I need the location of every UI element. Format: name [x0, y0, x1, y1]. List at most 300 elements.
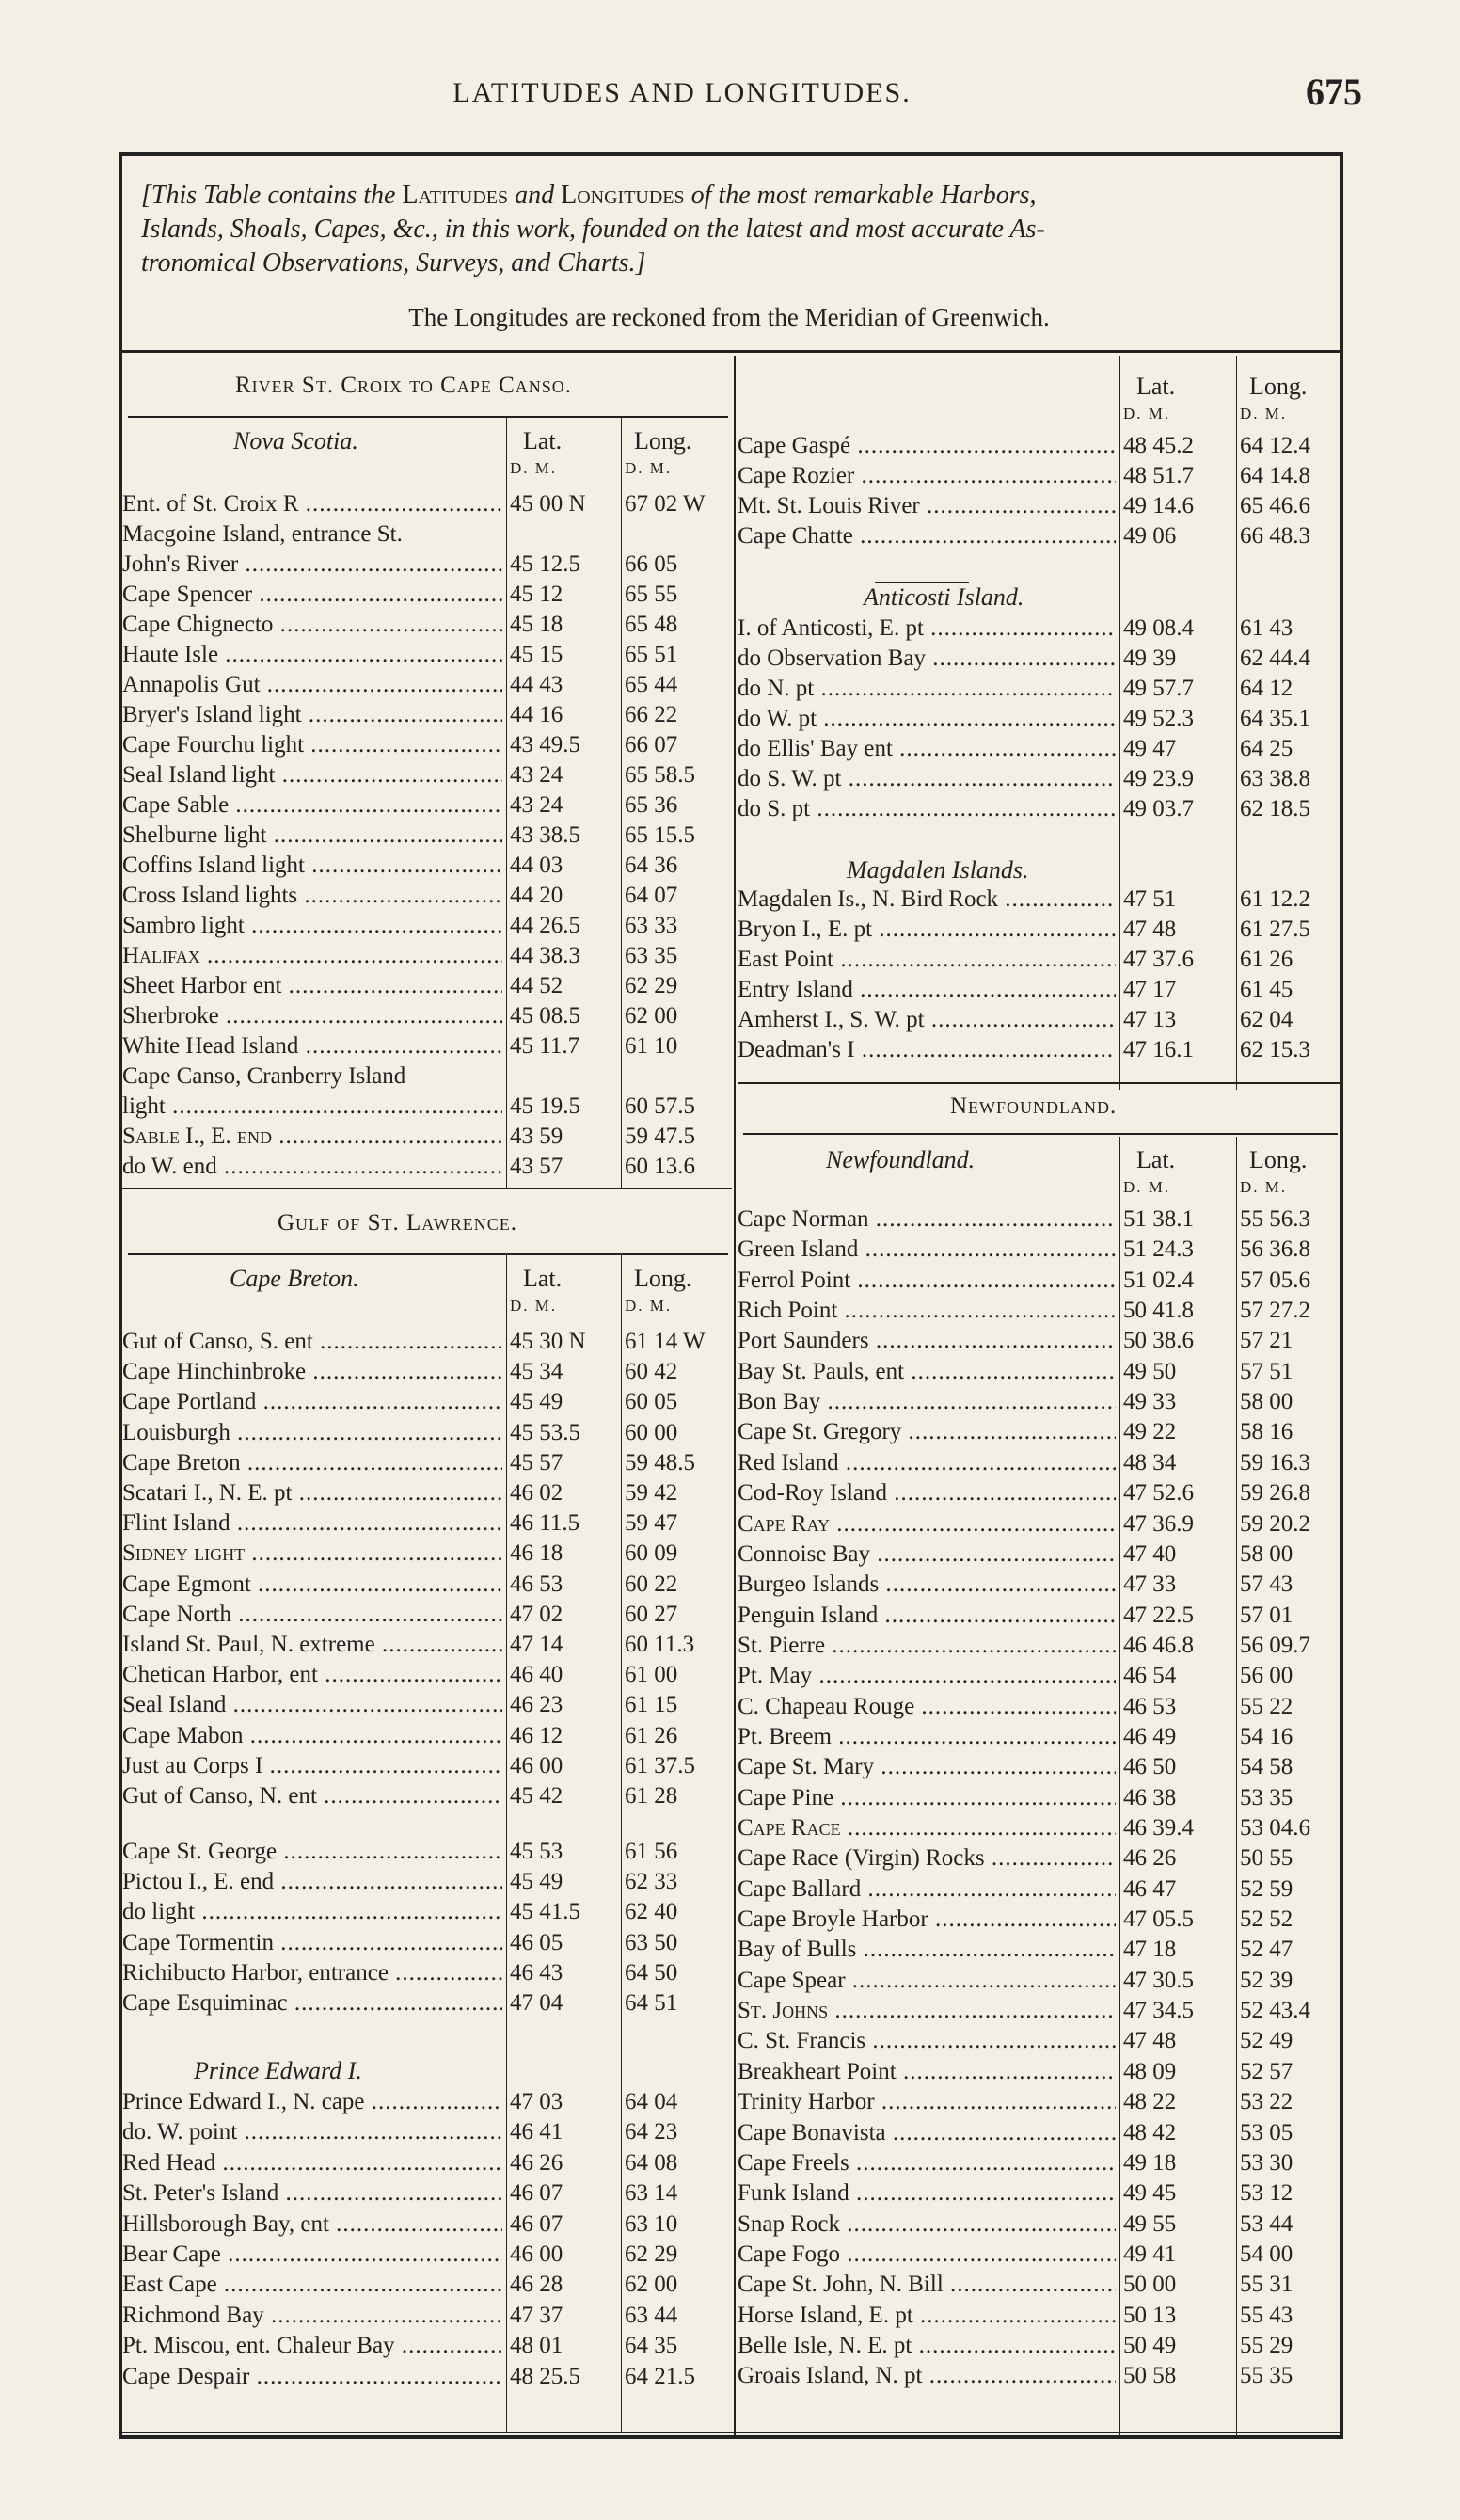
latitude-value: 46 11.5	[510, 1510, 580, 1537]
subtable-prince-edward-title: Prince Edward I.	[194, 2057, 362, 2084]
longitude-value: 65 55	[625, 582, 678, 607]
longitude-value: 59 16.3	[1240, 1449, 1310, 1475]
longitude-value: 62 04	[1240, 1007, 1293, 1032]
longitude-value: 57 21	[1240, 1328, 1293, 1354]
latitude-value: 50 38.6	[1123, 1328, 1194, 1354]
table-row	[122, 1721, 734, 1751]
latitude-value: 47 14	[510, 1632, 563, 1657]
latitude-value: 49 23.9	[1123, 766, 1194, 791]
section-rule	[743, 1133, 1338, 1135]
table-row	[738, 1478, 1349, 1508]
longitude-value: 63 33	[625, 913, 678, 938]
place-name: Pt. Miscou, ent. Chaleur Bay .....	[122, 2331, 502, 2361]
subtable-newfoundland-title: Newfoundland.	[826, 1146, 976, 1173]
longitude-value: 59 26.8	[1240, 1480, 1310, 1507]
longitude-value: 62 00	[625, 1003, 678, 1029]
latitude-value: 45 34	[510, 1359, 563, 1385]
table-row	[122, 2087, 734, 2117]
place-name: John's River .....	[122, 550, 502, 580]
longitude-value: 53 05	[1240, 2119, 1293, 2145]
latitude-value: 47 13	[1123, 1007, 1177, 1032]
newfoundland-lat-unit: D. M.	[1123, 1178, 1171, 1196]
longitude-value: 59 20.2	[1240, 1510, 1310, 1537]
longitude-value: 62 29	[625, 973, 678, 998]
place-name: C. St. Francis .....	[738, 2026, 1116, 2056]
place-name: Cape Ray .....	[738, 1509, 1116, 1539]
table-row	[122, 2331, 734, 2361]
longitude-value: 53 04.6	[1240, 1815, 1310, 1841]
place-name: light .....	[122, 1092, 502, 1122]
latitude-value: 47 03	[510, 2089, 563, 2114]
table-row	[738, 2026, 1349, 2056]
table-row	[122, 851, 734, 881]
place-name: Green Island .....	[738, 1235, 1116, 1265]
latitude-value: 45 30 N	[510, 1329, 586, 1354]
latitude-value: 46 53	[510, 1571, 563, 1597]
longitude-value: 65 44	[625, 672, 678, 697]
longitude-value: 60 42	[625, 1359, 678, 1385]
longitude-value: 62 00	[625, 2272, 678, 2298]
table-row	[122, 2362, 734, 2392]
latitude-value: 48 45.2	[1123, 433, 1194, 458]
longitude-value: 60 13.6	[625, 1154, 695, 1179]
longitude-value: 59 48.5	[625, 1449, 695, 1475]
longitude-value: 61 45	[1240, 977, 1293, 1002]
longitude-value: 55 43	[1240, 2302, 1293, 2328]
latitude-value: 44 20	[510, 883, 563, 908]
longitude-value: 63 14	[625, 2180, 678, 2207]
latitude-value: 45 12.5	[510, 551, 580, 577]
table-row	[122, 821, 734, 851]
table-row	[738, 945, 1349, 975]
place-name: St. Johns .....	[738, 1996, 1116, 2026]
longitude-value: 64 36	[625, 853, 678, 878]
table-row	[738, 1752, 1349, 1782]
intro-part-1: This Table contains the	[151, 181, 396, 210]
table-row	[122, 1061, 734, 1092]
longitude-value: 61 27.5	[1240, 917, 1310, 942]
longitude-value: 65 46.6	[1240, 493, 1310, 518]
table-row	[122, 1988, 734, 2018]
place-name: Mt. St. Louis River .....	[738, 491, 1116, 521]
table-row	[122, 1928, 734, 1958]
longitude-value: 64 04	[625, 2089, 678, 2114]
longitude-value: 57 51	[1240, 1358, 1293, 1384]
table-row	[738, 1874, 1349, 1905]
longitude-value: 62 15.3	[1240, 1037, 1310, 1062]
place-name: Cape St. Mary .....	[738, 1752, 1116, 1782]
longitude-value: 52 57	[1240, 2058, 1293, 2084]
latitude-value: 49 39	[1123, 646, 1177, 671]
latitude-value: 43 38.5	[510, 822, 580, 848]
place-name: White Head Island .....	[122, 1031, 502, 1061]
longitude-value: 63 38.8	[1240, 766, 1310, 791]
table-row	[122, 1751, 734, 1781]
longitude-value: 61 26	[1240, 947, 1293, 972]
place-name: Snap Rock .....	[738, 2209, 1116, 2240]
longitude-value: 55 29	[1240, 2332, 1293, 2358]
longitude-value: 64 12.4	[1240, 433, 1310, 458]
latitude-value: 51 02.4	[1123, 1267, 1194, 1293]
longitude-value: 64 23	[625, 2119, 678, 2145]
longitude-value: 65 15.5	[625, 822, 695, 848]
latitude-value: 45 12	[510, 582, 563, 607]
table-row	[122, 1630, 734, 1660]
table-row	[122, 730, 734, 760]
latitude-value: 44 43	[510, 672, 563, 697]
table-row	[122, 1448, 734, 1478]
place-name: Gut of Canso, S. ent .....	[122, 1327, 502, 1357]
place-name: do light .....	[122, 1897, 502, 1927]
place-name: Haute Isle .....	[122, 640, 502, 670]
table-row	[738, 1035, 1349, 1065]
latitude-value: 48 09	[1123, 2058, 1177, 2084]
latitude-value: 45 41.5	[510, 1899, 580, 1925]
latitude-value: 49 03.7	[1123, 796, 1194, 821]
latitude-value: 45 49	[510, 1389, 563, 1415]
intro-and: and	[515, 181, 555, 210]
latitude-value: 46 39.4	[1123, 1815, 1194, 1841]
latitude-value: 44 38.3	[510, 943, 580, 968]
place-name: Cape Mabon .....	[122, 1721, 502, 1751]
place-name: Cape Tormentin .....	[122, 1928, 502, 1958]
table-row	[122, 971, 734, 1001]
newfoundland-long-unit: D. M.	[1240, 1178, 1288, 1196]
place-name: do N. pt .....	[738, 674, 1116, 704]
longitude-value: 64 21.5	[625, 2363, 695, 2389]
place-name: Scatari I., N. E. pt .....	[122, 1478, 502, 1508]
place-name: Sidney light .....	[122, 1539, 502, 1569]
latitude-value: 44 16	[510, 702, 563, 727]
latitude-value: 46 00	[510, 1752, 563, 1778]
latitude-value: 47 33	[1123, 1571, 1177, 1598]
table-row	[122, 2117, 734, 2147]
table-row	[122, 1357, 734, 1387]
latitude-value: 43 59	[510, 1124, 563, 1149]
place-name: Just au Corps I .....	[122, 1751, 502, 1781]
latitude-value: 47 02	[510, 1601, 563, 1627]
longitude-value: 62 29	[625, 2241, 678, 2267]
latitude-value: 45 53	[510, 1839, 563, 1864]
latitude-value: 45 53.5	[510, 1419, 580, 1445]
longitude-value: 53 30	[1240, 2149, 1293, 2176]
latitude-value: 45 57	[510, 1449, 563, 1475]
place-name: Bryon I., E. pt .....	[738, 915, 1116, 945]
table-row	[738, 1935, 1349, 1965]
place-name: Cape Pine .....	[738, 1783, 1116, 1813]
latitude-value: 44 52	[510, 973, 563, 998]
table-row	[738, 1996, 1349, 2026]
table-row	[738, 1326, 1349, 1356]
place-name: Cape Race .....	[738, 1813, 1116, 1843]
latitude-value: 49 18	[1123, 2149, 1177, 2176]
meridian-note: The Longitudes are reckoned from the Meridian of Greenwich.	[408, 303, 1050, 331]
nova-scotia-long-label: Long.	[634, 427, 692, 455]
table-row	[738, 1722, 1349, 1752]
longitude-value: 65 58.5	[625, 762, 695, 788]
latitude-value: 46 50	[1123, 1754, 1177, 1780]
section-rule	[738, 1082, 1343, 1084]
table-row	[738, 644, 1349, 674]
longitude-value: 60 27	[625, 1601, 678, 1627]
newfoundland-long-label: Long.	[1249, 1146, 1308, 1173]
place-name: Cape Bonavista .....	[738, 2118, 1116, 2148]
longitude-value: 64 35.1	[1240, 706, 1310, 731]
longitude-value: 56 00	[1240, 1663, 1293, 1689]
table-row	[738, 1509, 1349, 1539]
table-row	[122, 1958, 734, 1988]
table-row	[738, 2240, 1349, 2270]
place-name: Cape Freels .....	[738, 2148, 1116, 2178]
latitude-value: 51 38.1	[1123, 1206, 1194, 1232]
place-name: Cape St. George .....	[122, 1837, 502, 1867]
longitude-value: 64 35	[625, 2333, 678, 2359]
table-row	[738, 975, 1349, 1005]
latitude-value: 48 42	[1123, 2119, 1177, 2145]
table-row	[122, 911, 734, 941]
place-name: Breakheart Point .....	[738, 2057, 1116, 2087]
longitude-value: 61 28	[625, 1783, 678, 1809]
table-row	[738, 1631, 1349, 1661]
table-row	[738, 1905, 1349, 1935]
latitude-value: 45 00 N	[510, 491, 586, 517]
latitude-value: 47 22.5	[1123, 1602, 1194, 1628]
latitude-value: 50 41.8	[1123, 1298, 1194, 1324]
latitude-value: 43 24	[510, 792, 563, 818]
latitude-value: 46 26	[1123, 1845, 1177, 1872]
latitude-value: 46 47	[1123, 1875, 1177, 1902]
place-name: Island St. Paul, N. extreme .....	[122, 1630, 502, 1660]
subtable-cape-breton-title: Cape Breton.	[230, 1265, 359, 1292]
latitude-value: 47 05.5	[1123, 1906, 1194, 1933]
place-name: I. of Anticosti, E. pt .....	[738, 614, 1116, 644]
longitude-value: 60 57.5	[625, 1093, 695, 1119]
place-name: Richibucto Harbor, entrance .....	[122, 1958, 502, 1988]
latitude-value: 46 07	[510, 2180, 563, 2207]
latitude-value: 49 22	[1123, 1419, 1177, 1445]
table-row	[122, 700, 734, 730]
latitude-value: 48 34	[1123, 1449, 1177, 1475]
latitude-value: 46 02	[510, 1480, 563, 1506]
latitude-value: 47 04	[510, 1990, 563, 2016]
longitude-value: 64 07	[625, 883, 678, 908]
latitude-value: 47 48	[1123, 917, 1177, 942]
latitude-value: 46 26	[510, 2149, 563, 2176]
latitude-value: 47 34.5	[1123, 1998, 1194, 2024]
place-name: Richmond Bay .....	[122, 2301, 502, 2331]
latitude-value: 47 16.1	[1123, 1037, 1194, 1062]
longitude-value: 59 47.5	[625, 1124, 695, 1149]
table-row	[122, 519, 734, 550]
longitude-value: 52 47	[1240, 1937, 1293, 1963]
latitude-value: 49 33	[1123, 1389, 1177, 1415]
latitude-value: 46 43	[510, 1959, 563, 1986]
longitude-value: 60 09	[625, 1540, 678, 1567]
latitude-value: 45 08.5	[510, 1003, 580, 1029]
table-row	[122, 2148, 734, 2178]
longitude-value: 63 35	[625, 943, 678, 968]
latitude-value: 51 24.3	[1123, 1236, 1194, 1263]
longitude-value: 61 56	[625, 1839, 678, 1864]
latitude-value: 45 18	[510, 612, 563, 637]
latitude-value: 45 11.7	[510, 1033, 580, 1059]
running-title: LATITUDES AND LONGITUDES.	[452, 77, 912, 108]
latitude-value: 46 38	[1123, 1784, 1177, 1810]
intro-line-2: Islands, Shoals, Capes, &c., in this work, founded on the latest and most accurate As-	[141, 215, 1045, 244]
longitude-value: 61 12.2	[1240, 886, 1310, 912]
longitude-value: 60 11.3	[625, 1632, 695, 1657]
table-row	[738, 1601, 1349, 1631]
table-row	[738, 1783, 1349, 1813]
table-row	[122, 1122, 734, 1152]
longitude-value: 56 36.8	[1240, 1236, 1310, 1263]
page-number: 675	[1306, 71, 1362, 113]
table-row	[738, 2057, 1349, 2087]
longitude-value: 57 05.6	[1240, 1267, 1310, 1293]
intro-longitudes: Longitudes	[561, 181, 685, 210]
place-name: East Cape .....	[122, 2270, 502, 2300]
table-row	[738, 1570, 1349, 1600]
table-row	[738, 2178, 1349, 2209]
latitude-value: 47 37.6	[1123, 947, 1194, 972]
place-name: Cross Island lights .....	[122, 881, 502, 911]
longitude-value: 64 25	[1240, 736, 1293, 761]
table-row	[122, 1387, 734, 1417]
longitude-value: 61 37.5	[625, 1752, 695, 1778]
table-row	[122, 610, 734, 640]
place-name: Cape St. John, N. Bill .....	[738, 2270, 1116, 2300]
place-name: do S. W. pt .....	[738, 764, 1116, 794]
longitude-value: 62 40	[625, 1899, 678, 1925]
place-name: Magdalen Is., N. Bird Rock .....	[738, 885, 1116, 915]
table-row	[122, 2270, 734, 2300]
place-name: Red Island .....	[738, 1448, 1116, 1478]
place-name: Penguin Island .....	[738, 1601, 1116, 1631]
longitude-value: 56 09.7	[1240, 1632, 1310, 1658]
table-row	[738, 885, 1349, 915]
longitude-value: 52 39	[1240, 1967, 1293, 1993]
longitude-value: 62 18.5	[1240, 796, 1310, 821]
longitude-value: 57 01	[1240, 1602, 1293, 1628]
longitude-value: 64 08	[625, 2149, 678, 2176]
table-row	[738, 491, 1349, 521]
place-name: Cape Canso, Cranberry Island	[122, 1063, 406, 1089]
latitude-value: 46 28	[510, 2272, 563, 2298]
place-name: Cape Fourchu light .....	[122, 730, 502, 760]
place-name: Bay of Bulls .....	[738, 1935, 1116, 1965]
place-name: Groais Island, N. pt .....	[738, 2361, 1116, 2391]
table-row	[738, 1539, 1349, 1570]
table-row	[122, 1508, 734, 1539]
longitude-value: 61 00	[625, 1662, 678, 1688]
place-name: Cape Chignecto .....	[122, 610, 502, 640]
latitude-value: 49 57.7	[1123, 676, 1194, 701]
latitude-value: 49 14.6	[1123, 493, 1194, 518]
table-row	[122, 881, 734, 911]
table-row	[738, 674, 1349, 704]
latitude-value: 46 05	[510, 1929, 563, 1955]
place-name: Cape Spencer .....	[122, 580, 502, 610]
longitude-value: 61 14 W	[625, 1329, 706, 1354]
longitude-value: 50 55	[1240, 1845, 1293, 1872]
table-row	[122, 1897, 734, 1927]
section-rule	[128, 1253, 728, 1255]
place-name: Cape Rozier .....	[738, 461, 1116, 491]
place-name: Port Saunders .....	[738, 1326, 1116, 1356]
latitude-value: 49 41	[1123, 2241, 1177, 2267]
table-row	[738, 1005, 1349, 1035]
longitude-value: 52 59	[1240, 1875, 1293, 1902]
place-name: Cape Race (Virgin) Rocks .....	[738, 1843, 1116, 1874]
place-name: Bon Bay .....	[738, 1387, 1116, 1417]
table-row	[122, 1690, 734, 1720]
place-name: Sambro light .....	[122, 911, 502, 941]
table-row	[738, 2331, 1349, 2361]
place-name: Sherbroke .....	[122, 1001, 502, 1031]
section-river-st-croix: River St. Croix to Cape Canso.	[235, 373, 573, 398]
place-name: do Ellis' Bay ent .....	[738, 734, 1116, 764]
gaspe-lat-unit: D. M.	[1123, 405, 1171, 423]
longitude-value: 65 36	[625, 792, 678, 818]
place-name: Cape North .....	[122, 1600, 502, 1630]
longitude-value: 61 15	[625, 1692, 678, 1718]
latitude-value: 45 42	[510, 1783, 563, 1809]
table-row	[122, 580, 734, 610]
table-row	[738, 1204, 1349, 1235]
place-name: Cape Breton .....	[122, 1448, 502, 1478]
table-row	[738, 2087, 1349, 2117]
latitude-value: 46 07	[510, 2210, 563, 2237]
latitude-value: 46 54	[1123, 1663, 1177, 1689]
longitude-value: 65 48	[625, 612, 678, 637]
table-row	[122, 1539, 734, 1569]
table-row	[122, 1418, 734, 1448]
cape-breton-lat-unit: D. M.	[510, 1297, 558, 1315]
longitude-value: 60 00	[625, 1419, 678, 1445]
table-row	[122, 1001, 734, 1031]
latitude-value: 44 26.5	[510, 913, 580, 938]
table-row	[738, 704, 1349, 734]
table-row	[122, 2240, 734, 2270]
latitude-value: 48 51.7	[1123, 463, 1194, 488]
place-name: Red Head .....	[122, 2148, 502, 2178]
latitude-value: 47 18	[1123, 1937, 1177, 1963]
place-name: Shelburne light .....	[122, 821, 502, 851]
table-row	[122, 790, 734, 821]
latitude-value: 45 19.5	[510, 1093, 580, 1119]
longitude-value: 62 33	[625, 1869, 678, 1895]
table-row	[738, 1661, 1349, 1691]
longitude-value: 54 00	[1240, 2241, 1293, 2267]
place-name: Cape Egmont .....	[122, 1570, 502, 1600]
nova-scotia-lat-label: Lat.	[523, 427, 563, 455]
latitude-value: 43 24	[510, 762, 563, 788]
place-name: Cape Sable .....	[122, 790, 502, 821]
place-name: St. Pierre .....	[738, 1631, 1116, 1661]
longitude-value: 63 44	[625, 2302, 678, 2328]
table-row	[738, 461, 1349, 491]
nova-scotia-long-unit: D. M.	[625, 459, 673, 477]
place-name: do W. end .....	[122, 1152, 502, 1182]
latitude-value: 47 52.6	[1123, 1480, 1194, 1507]
table-row	[738, 1448, 1349, 1478]
nova-scotia-lat-unit: D. M.	[510, 459, 558, 477]
intro-line-3: tronomical Observations, Surveys, and Charts.	[141, 248, 636, 278]
table-row	[122, 941, 734, 971]
section-gulf-st-lawrence: Gulf of St. Lawrence.	[278, 1210, 518, 1236]
latitude-value: 49 52.3	[1123, 706, 1194, 731]
longitude-value: 55 56.3	[1240, 1206, 1310, 1232]
